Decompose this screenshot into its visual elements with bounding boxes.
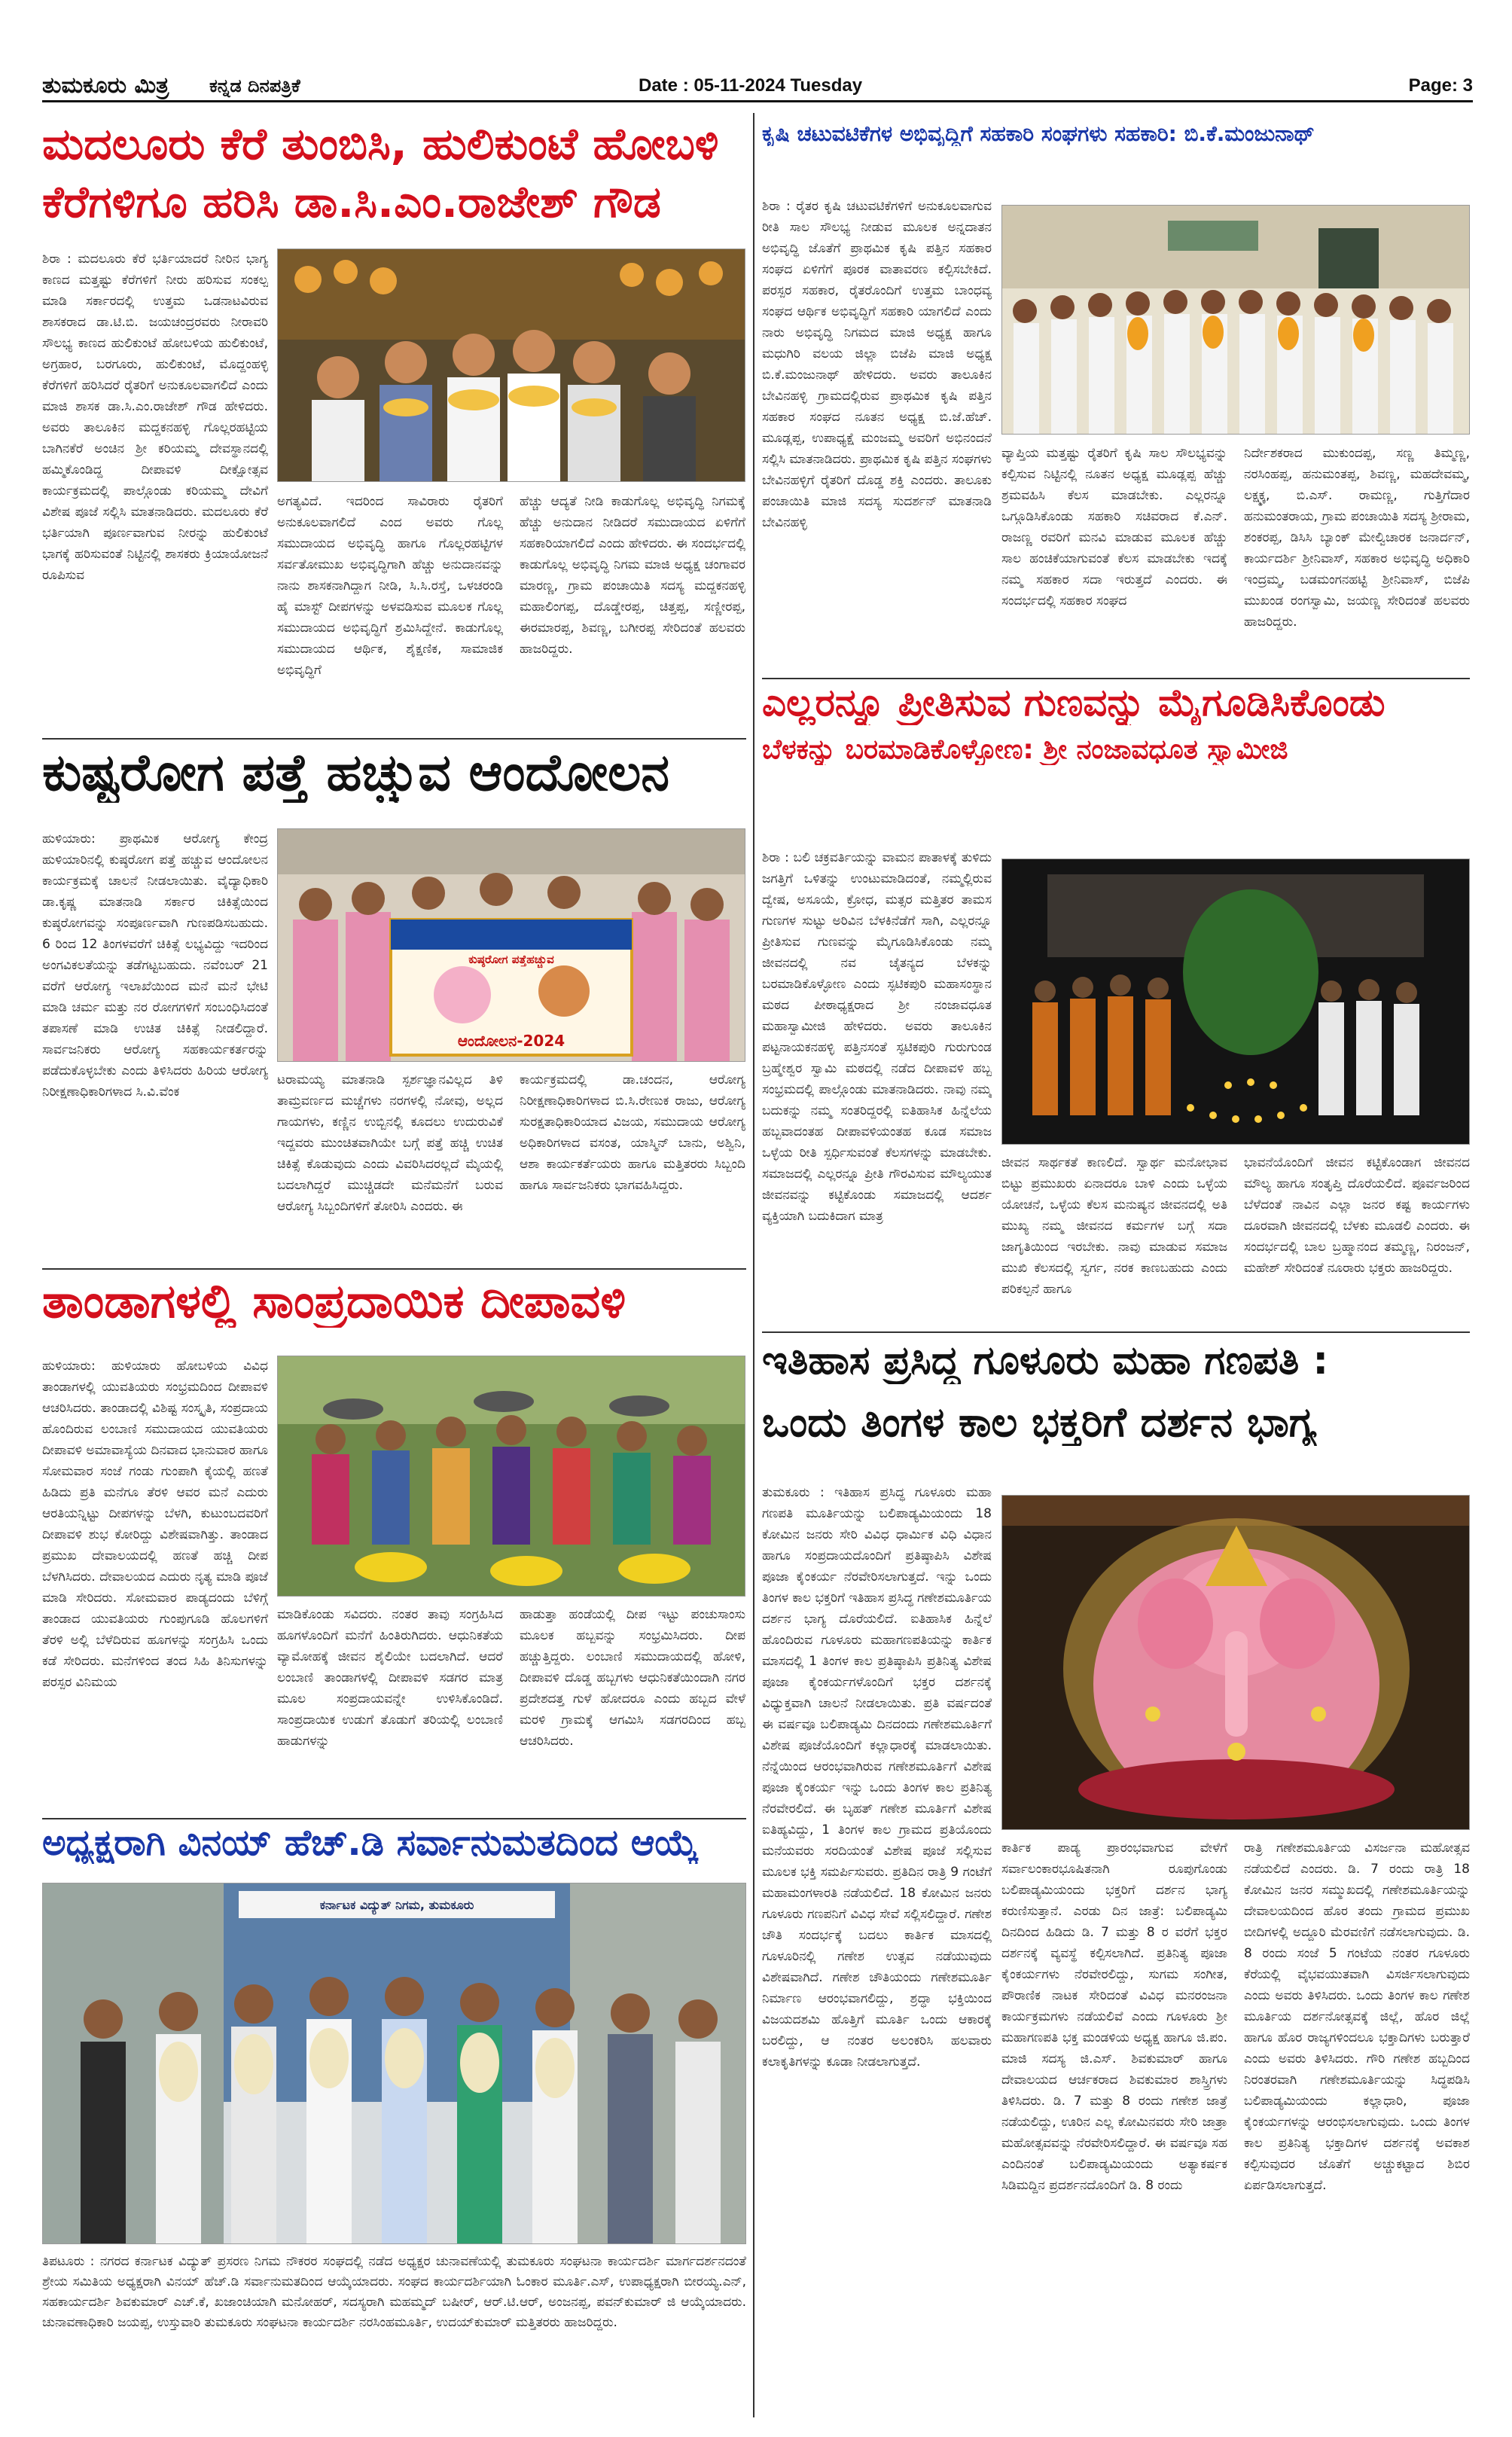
ellaranu-col-3: ಭಾವನೆಯೊಂದಿಗೆ ಜೀವನ ಕಟ್ಟಿಕೊಂಡಾಗ ಜೀವನದ ಮೌಲ್ಯ ಹಾಗೂ ಸಂತೃಪ್ತಿ ದೊರೆಯಲಿದೆ. ಪೂರ್ವಜರಿಂದ ಬೆಳೆದಂತೆ ನಾವಿನ ಎಲ್ಲಾ ಜನರ ಕಷ್ಟ ಕಾರ್ಯಗಳು ದೂರವಾಗಿ ಜೀವನದಲ್ಲಿ ಬೆಳಕು ಮೂಡಲಿ ಎಂದರು. ಈ ಸಂದರ್ಭದಲ್ಲಿ ಬಾಲ ಬ್ರಹ್ಮಾನಂದ ತಮ್ಮಣ್ಣ, ನಿರಂಜನ್, ಮಹೇಶ್ ಸೇರಿದಂತೆ ನೂರಾರು ಭಕ್ತರು ಹಾಜರಿದ್ದರು. <box>1244 1155 1470 1276</box>
ellaranu-headline-2: ಬೆಳಕನ್ನು ಬರಮಾಡಿಕೊಳ್ಳೋಣ: ಶ್ರೀ ನಂಜಾವಧೂತ ಸ್ವಾಮೀಜಿ <box>762 734 1288 765</box>
awareness-rally-photo-illustration <box>278 829 745 1062</box>
ganapathi-headline-1: ಇತಿಹಾಸ ಪ್ರಸಿದ್ಧ ಗೂಳೂರು ಮಹಾ ಗಣಪತಿ : <box>762 1339 1329 1383</box>
krishi-col-3: ನಿರ್ದೇಶಕರಾದ ಮುಕುಂದಪ್ಪ, ಸಣ್ಣ ತಿಮ್ಮಣ್ಣ, ನರಸಿಂಹಪ್ಪ, ಹನುಮಂತಪ್ಪ, ಶಿವಣ್ಣ, ಮಹದೇವಮ್ಮ, ಲಕ್ಷ್ಮಕ್ಕ, ಬಿ.ಎಸ್. ರಾಮಣ್ಣ, ಗುತ್ತಿಗೆದಾರ ಹನುಮಂತರಾಯ, ಗ್ರಾಮ ಪಂಚಾಯಿತಿ ಸದಸ್ಯ ಶ್ರೀರಾಮ, ಶಂಕರಪ್ಪ, ಡಿಸಿಸಿ ಬ್ಯಾಂಕ್ ಮೇಲ್ವಿಚಾರಕ ಜನಾರ್ದನ್, ಕಾರ್ಯದರ್ಶಿ ಶ್ರೀನಿವಾಸ್, ಸಹಕಾರ ಅಭಿವೃದ್ಧಿ ಅಧಿಕಾರಿ ಇಂದ್ರಮ್ಮ, ಬಡಮಂಗನಹಟ್ಟಿ ಶ್ರೀನಿವಾಸ್, ಬಿಜೆಪಿ ಮುಖಂಡ ರಂಗಸ್ವಾಮಿ, ಜಯಣ್ಣ ಸೇರಿದಂತೆ ಹಲವರು ಹಾಜರಿದ್ದರು. <box>1244 446 1470 630</box>
ganesha-idol-photo-illustration <box>1002 1496 1470 1830</box>
felicitation-photo-illustration <box>278 249 745 482</box>
ganapathi-headline-2: ಒಂದು ತಿಂಗಳ ಕಾಲ ಭಕ್ತರಿಗೆ ದರ್ಶನ ಭಾಗ್ಯ <box>762 1399 1317 1446</box>
kushta-col-1: ಹುಳಿಯಾರು: ಪ್ರಾಥಮಿಕ ಆರೋಗ್ಯ ಕೇಂದ್ರ ಹುಳಿಯಾರಿನಲ್ಲಿ ಕುಷ್ಠರೋಗ ಪತ್ತೆ ಹಚ್ಚುವ ಆಂದೋಲನ ಕಾರ್ಯಕ್ರಮಕ್ಕೆ ಚಾಲನೆ ನೀಡಲಾಯಿತು. ವೈದ್ಯಾಧಿಕಾರಿ ಡಾ.ಕೃಷ್ಣ ಮಾತನಾಡಿ ಸರ್ಕಾರ ಚಿಕಿತ್ಸೆಯಿಂದ ಕುಷ್ಠರೋಗವನ್ನು ಸಂಪೂರ್ಣವಾಗಿ ಗುಣಪಡಿಸಬಹುದು. 6 ರಿಂದ 12 ತಿಂಗಳವರೆಗೆ ಚಿಕಿತ್ಸೆ ಲಭ್ಯವಿದ್ದು ಇದರಿಂದ ಅಂಗವಿಕಲತೆಯನ್ನು ತಡೆಗಟ್ಟಬಹುದು. ನವೆಂಬರ್ 21 ವರೆಗೆ ಆರೋಗ್ಯ ಇಲಾಖೆಯಿಂದ ಮನೆ ಮನೆ ಭೇಟಿ ಮಾಡಿ ಚರ್ಮ ಮತ್ತು ನರ ರೋಗಗಳಿಗೆ ಸಂಬಂಧಿಸಿದಂತೆ ತಪಾಸಣೆ ಮಾಡಿ ಉಚಿತ ಚಿಕಿತ್ಸೆ ನೀಡಲಿದ್ದಾರೆ. ಸಾರ್ವಜನಿಕರು ಆರೋಗ್ಯ ಸಹಕಾರ್ಯಕರ್ತರನ್ನು ಪಡೆದುಕೊಳ್ಳಬೇಕು ಎಂದು ತಿಳಿಸಿದರು ಹಿರಿಯ ಆರೋಗ್ಯ ನಿರೀಕ್ಷಣಾಧಿಕಾರಿಗಳಾದ ಸಿ.ವಿ.ವೆಂಕ <box>42 831 268 1100</box>
rule-5 <box>762 1331 1470 1333</box>
banner-subtitle: ಆಂದೋಲನ-2024 <box>457 1032 565 1050</box>
rule-2 <box>42 1268 746 1270</box>
ellaranu-col-2: ಜೀವನ ಸಾರ್ಥಕತೆ ಕಾಣಲಿದೆ. ಸ್ವಾರ್ಥ ಮನೋಭಾವ ಬಿಟ್ಟು ಪ್ರಮುಖರು ಏನಾದರೂ ಬಾಳಿ ಎಂದು ಒಳ್ಳೆಯ ಯೋಚನೆ, ಒಳ್ಳೆಯ ಕೆಲಸ ಮನುಷ್ಯನ ಜೀವನದಲ್ಲಿ ಅತಿ ಮುಖ್ಯ ನಮ್ಮ ಜೀವನದ ಕರ್ಮಗಳ ಬಗ್ಗೆ ಸದಾ ಜಾಗೃತಿಯಿಂದ ಇರಬೇಕು. ನಾವು ಮಾಡುವ ಸಮಾಜ ಮುಖಿ ಕೆಲಸದಲ್ಲಿ ಸ್ವರ್ಗ, ನರಕ ಕಾಣಬಹುದು ಎಂದು ಪರಿಕಲ್ಪನೆ ಹಾಗೂ <box>1001 1155 1227 1297</box>
paper-subtitle: ಕನ್ನಡ ದಿನಪತ್ರಿಕೆ <box>209 75 300 96</box>
issue-date: Date : 05-11-2024 Tuesday <box>639 75 863 96</box>
deepavali-celebration-photo-illustration <box>278 1356 745 1597</box>
kushta-photo <box>277 828 745 1062</box>
maddaluru-col-1: ಶಿರಾ : ಮದಲೂರು ಕೆರೆ ಭರ್ತಿಯಾದರೆ ನೀರಿನ ಭಾಗ್ಯ ಕಾಣದ ಮತ್ತಷ್ಟು ಕೆರೆಗಳಿಗೆ ನೀರು ಹರಿಸುವ ಸಂಕಲ್ಪ ಮಾಡಿ ಸರ್ಕಾರದಲ್ಲಿ ಉತ್ತಮ ಒಡನಾಟವಿರುವ ಶಾಸಕರಾದ ಡಾ.ಟಿ.ಬಿ. ಜಯಚಂದ್ರರವರು ನೀರಾವರಿ ಸೌಲಭ್ಯ ಕಾಣದ ಹುಲಿಕುಂಟೆ ಹೋಬಳಿಯ ಹುಲಿಕುಂಟೆ, ಅಗ್ರಹಾರ, ಬರಗೂರು, ಹುಲಿಕುಂಟೆ, ಮೊದ್ದಂಹಳ್ಳಿ ಕೆರೆಗಳಿಗೆ ಹರಿಸಿದರೆ ರೈತರಿಗೆ ಅನುಕೂಲವಾಗಲಿದೆ ಎಂದು ಮಾಜಿ ಶಾಸಕ ಡಾ.ಸಿ.ಎಂ.ರಾಜೇಶ್ ಗೌಡ ಹೇಳಿದರು. ಅವರು ತಾಲೂಕಿನ ಮದ್ದಕನಹಳ್ಳಿ ಗೊಲ್ಲರಹಟ್ಟಿಯ ಬಾಗಿನಕೆರೆ ಅಂಚಿನ ಶ್ರೀ ಕರಿಯಮ್ಮ ದೇವಸ್ಥಾನದಲ್ಲಿ ಹಮ್ಮಿಕೊಂಡಿದ್ದ ದೀಪಾವಳಿ ದೀಕ್ಷೋತ್ಸವ ಕಾರ್ಯಕ್ರಮದಲ್ಲಿ ಪಾಲ್ಗೊಂಡು ಕರಿಯಮ್ಮ ದೇವಿಗೆ ವಿಶೇಷ ಪೂಜೆ ಸಲ್ಲಿಸಿ ಮಾತನಾಡಿದರು. ಮದಲೂರು ಕೆರೆ ಭರ್ತಿಯಾಗಿ ಪೂರ್ಣವಾಗುವ ನೀರನ್ನು ಹುಲಿಕುಂಟೆ ಭಾಗಕ್ಕೆ ಹರಿಸುವಂತೆ ನಿಟ್ಟಿನಲ್ಲಿ ಶಾಸಕರು ಕ್ರಿಯಾಯೋಜನೆ ರೂಪಿಸುವ <box>42 252 268 583</box>
krishi-headline: ಕೃಷಿ ಚಟುವಟಿಕೆಗಳ ಅಭಿವೃದ್ಧಿಗೆ ಸಹಕಾರಿ ಸಂಘಗಳು ಸಹಕಾರಿ: ಬಿ.ಕೆ.ಮಂಜುನಾಥ್ <box>762 122 1315 146</box>
kushta-col-2: ಟರಾಮಯ್ಯ ಮಾತನಾಡಿ ಸ್ಪರ್ಶಜ್ಞಾನವಿಲ್ಲದ ತಿಳಿ ತಾಮ್ರವರ್ಣದ ಮಚ್ಚೆಗಳು ನರಗಳಲ್ಲಿ ನೋವು, ಅಲ್ಲದ ಗಾಯಗಳು, ಕಣ್ಣಿನ ಉಬ್ಬಿನಲ್ಲಿ ಕೂದಲು ಉದುರುವಿಕೆ ಇದ್ದವರು ಮುಂಚಿತವಾಗಿಯೇ ಬಗ್ಗೆ ಪತ್ತೆ ಹಚ್ಚಿ ಉಚಿತ ಚಿಕಿತ್ಸೆ ಕೊಡುವುದು ಎಂದು ವಿವರಿಸಿದರಲ್ಲದೆ ಮೈಯಲ್ಲಿ ಬದಲಾಗಿದ್ದರೆ ಮುಚ್ಚಿಡದೇ ಮನೆಮನೆಗೆ ಬರುವ ಆರೋಗ್ಯ ಸಿಬ್ಬಂದಿಗಳಿಗೆ ತೋರಿಸಿ ಎಂದರು. ಈ <box>277 1072 503 1214</box>
page-number: Page: 3 <box>1408 75 1473 96</box>
group-felicitation-photo-illustration <box>43 1883 746 2244</box>
kushta-headline: ಕುಷ್ಟರೋಗ ಪತ್ತೆ ಹಚ್ಚುವ ಆಂದೋಲನ <box>42 744 670 803</box>
banner-title: ಕುಷ್ಠರೋಗ ಪತ್ತೆಹಚ್ಚುವ <box>468 953 554 966</box>
thanda-col-3: ಹಾಡುತ್ತಾ ಹಂಡೆಯಲ್ಲಿ ದೀಪ ಇಟ್ಟು ಪಂಚುಸಾಂಸು ಮೂಲಕ ಹಬ್ಬವನ್ನು ಸಂಭ್ರಮಿಸಿದರು. ದೀಪ ಹಚ್ಚುತ್ತಿದ್ದರು. ಲಂಬಾಣಿ ಸಮುದಾಯದಲ್ಲಿ ಹೋಳಿ, ದೀಪಾವಳಿ ದೊಡ್ಡ ಹಬ್ಬಗಳು ಆಧುನಿಕತೆಯಿಂದಾಗಿ ನಗರ ಪ್ರದೇಶದತ್ತ ಗುಳೆ ಹೋದರೂ ಎಂದು ಹಬ್ಬದ ವೇಳೆ ಮರಳಿ ಗ್ರಾಮಕ್ಕೆ ಆಗಮಿಸಿ ಸಡಗರದಿಂದ ಹಬ್ಬ ಆಚರಿಸಿದರು. <box>520 1607 745 1749</box>
adhyaksha-caption: ತಿಪಟೂರು : ನಗರದ ಕರ್ನಾಟಕ ವಿದ್ಯುತ್ ಪ್ರಸರಣ ನಿಗಮ ನೌಕರರ ಸಂಘದಲ್ಲಿ ನಡೆದ ಅಧ್ಯಕ್ಷರ ಚುನಾವಣೆಯಲ್ಲಿ ತುಮಕೂರು ಸಂಘಟನಾ ಕಾರ್ಯದರ್ಶಿ ಮಾರ್ಗದರ್ಶನದಂತೆ ಶ್ರೇಯ ಸಮಿತಿಯ ಅಧ್ಯಕ್ಷರಾಗಿ ವಿನಯ್ ಹೆಚ್.ಡಿ ಸರ್ವಾನುಮತದಿಂದ ಆಯ್ಕೆಯಾದರು. ಸಂಘದ ಕಾರ್ಯದರ್ಶಿಯಾಗಿ ಓಂಕಾರ ಮೂರ್ತಿ.ಎಸ್, ಉಪಾಧ್ಯಕ್ಷರಾಗಿ ಬೀರಯ್ಯ.ಎನ್, ಸಹಕಾರ್ಯದರ್ಶಿ ಶಿವಕುಮಾರ್ ಎಚ್.ಕೆ, ಖಜಾಂಚಿಯಾಗಿ ಮನೋಹರ್, ಸದಸ್ಯರಾಗಿ ಮಹಮ್ಮದ್ ಬಷೀರ್, ಆರ್.ಟಿ.ಆರ್, ಅಂಜನಪ್ಪ, ಪವನ್‌ಕುಮಾರ್ ಜಿ ಆಯ್ಕೆಯಾದರು. ಚುನಾವಣಾಧಿಕಾರಿ ಜಯಪ್ಪ, ಉಸ್ತುವಾರಿ ತುಮಕೂರು ಸಂಘಟನಾ ಕಾರ್ಯದರ್ಶಿ ನರಸಿಂಹಮೂರ್ತಿ, ಉದಯ್‌ಕುಮಾರ್ ಮತ್ತಿತರರು ಹಾಜರಿದ್ದರು. <box>42 2254 746 2330</box>
rule-4 <box>762 678 1470 679</box>
thanda-headline: ತಾಂಡಾಗಳಲ್ಲಿ ಸಾಂಪ್ರದಾಯಿಕ ದೀಪಾವಳಿ <box>42 1274 626 1328</box>
maddaluru-headline-1: ಮದಲೂರು ಕೆರೆ ತುಂಬಿಸಿ, ಹುಲಿಕುಂಟೆ ಹೋಬಳಿ <box>42 119 719 169</box>
kushta-col-3: ಕಾರ್ಯಕ್ರಮದಲ್ಲಿ ಡಾ.ಚಂದನ, ಆರೋಗ್ಯ ನಿರೀಕ್ಷಣಾಧಿಕಾರಿಗಳಾದ ಬಿ.ಸಿ.ರೇಣುಕ ರಾಜು, ಆರೋಗ್ಯ ಸುರಕ್ಷತಾಧಿಕಾರಿಯಾದ ವಿಜಯ, ಸಮುದಾಯ ಆರೋಗ್ಯ ಅಧಿಕಾರಿಗಳಾದ ವಸಂತ, ಯಾಸ್ಮಿನ್ ಬಾನು, ಅಶ್ವಿನಿ, ಆಶಾ ಕಾರ್ಯಕರ್ತೆಯರು ಹಾಗೂ ಮತ್ತಿತರರು ಸಿಬ್ಬಂದಿ ಹಾಗೂ ಸಾರ್ವಜನಿಕರು ಭಾಗವಹಿಸಿದ್ದರು. <box>520 1072 745 1193</box>
maddaluru-photo <box>277 249 745 482</box>
thanda-col-2: ಮಾಡಿಕೊಂಡು ಸವಿದರು. ನಂತರ ತಾವು ಸಂಗ್ರಹಿಸಿದ ಹೂಗಳೊಂದಿಗೆ ಮನೆಗೆ ಹಿಂತಿರುಗಿದರು. ಆಧುನಿಕತೆಯ ವ್ಯಾಮೋಹಕ್ಕೆ ಜೀವನ ಶೈಲಿಯೇ ಬದಲಾಗಿದೆ. ಆದರೆ ಲಂಬಾಣಿ ತಾಂಡಾಗಳಲ್ಲಿ ದೀಪಾವಳಿ ಸಡಗರ ಮಾತ್ರ ಮೂಲ ಸಂಪ್ರದಾಯವನ್ನೇ ಉಳಿಸಿಕೊಂಡಿದೆ. ಸಾಂಪ್ರದಾಯಿಕ ಉಡುಗೆ ತೊಡುಗೆ ತರಿಯಲ್ಲಿ ಲಂಬಾಣಿ ಹಾಡುಗಳನ್ನು <box>277 1607 503 1749</box>
ellaranu-headline-1: ಎಲ್ಲರನ್ನೂ ಪ್ರೀತಿಸುವ ಗುಣವನ್ನು ಮೈಗೂಡಿಸಿಕೊಂಡು <box>762 682 1385 724</box>
maddaluru-col-2: ಅಗತ್ಯವಿದೆ. ಇದರಿಂದ ಸಾವಿರಾರು ರೈತರಿಗೆ ಅನುಕೂಲವಾಗಲಿದೆ ಎಂದ ಅವರು ಗೊಲ್ಲ ಸಮುದಾಯದ ಅಭಿವೃದ್ಧಿ ಹಾಗೂ ಗೊಲ್ಲರಹಟ್ಟಿಗಳ ಸರ್ವತೋಮುಖ ಅಭಿವೃದ್ಧಿಗಾಗಿ ಹೆಚ್ಚು ಅನುದಾನವನ್ನು ನಾನು ಶಾಸಕನಾಗಿದ್ದಾಗ ನೀಡಿ, ಸಿ.ಸಿ.ರಸ್ತೆ, ಒಳಚರಂಡಿ ಹೈ ಮಾಸ್ಟ್ ದೀಪಗಳನ್ನು ಅಳವಡಿಸುವ ಮೂಲಕ ಗೊಲ್ಲ ಸಮುದಾಯದ ಅಭಿವೃದ್ಧಿಗೆ ಶ್ರಮಿಸಿದ್ದೇನೆ. ಕಾಡುಗೊಲ್ಲ ಸಮುದಾಯದ ಆರ್ಥಿಕ, ಶೈಕ್ಷಣಿಕ, ಸಾಮಾಜಿಕ ಅಭಿವೃದ್ಧಿಗೆ <box>277 494 503 678</box>
ellaranu-photo <box>1001 859 1470 1145</box>
cooperative-society-photo-illustration <box>1002 206 1470 435</box>
adhyaksha-headline: ಅಧ್ಯಕ್ಷರಾಗಿ ವಿನಯ್ ಹೆಚ್.ಡಿ ಸರ್ವಾನುಮತದಿಂದ ಆಯ್ಕೆ <box>42 1822 699 1864</box>
thanda-photo <box>277 1356 745 1597</box>
krishi-photo <box>1001 205 1470 435</box>
ganapathi-col-1: ತುಮಕೂರು : ಇತಿಹಾಸ ಪ್ರಸಿದ್ಧ ಗೂಳೂರು ಮಹಾ ಗಣಪತಿ ಮೂರ್ತಿಯನ್ನು ಬಲಿಪಾಡ್ಯಮಿಯಂದು 18 ಕೋಮಿನ ಜನರು ಸೇರಿ ವಿವಿಧ ಧಾರ್ಮಿಕ ವಿಧಿ ವಿಧಾನ ಹಾಗೂ ಸಂಪ್ರದಾಯದೊಂದಿಗೆ ಪ್ರತಿಷ್ಠಾಪಿಸಿ ವಿಶೇಷ ಪೂಜಾ ಕೈಂಕರ್ಯ ನೆರವೇರಿಸಲಾಗುತ್ತದೆ. ಇನ್ನು ಒಂದು ತಿಂಗಳ ಕಾಲ ಭಕ್ತರಿಗೆ ಇತಿಹಾಸ ಪ್ರಸಿದ್ಧ ಗಣೇಶಮೂರ್ತಿಯ ದರ್ಶನ ಭಾಗ್ಯ ದೊರೆಯಲಿದೆ. ಐತಿಹಾಸಿಕ ಹಿನ್ನೆಲೆ ಹೊಂದಿರುವ ಗೂಳೂರು ಮಹಾಗಣಪತಿಯನ್ನು ಕಾರ್ತಿಕ ಮಾಸದಲ್ಲಿ 1 ತಿಂಗಳ ಕಾಲ ಪ್ರತಿಷ್ಠಾಪಿಸಿ ಪ್ರತಿನಿತ್ಯ ವಿಶೇಷ ಪೂಜಾ ಕೈಂಕರ್ಯಗಳೊಂದಿಗೆ ಭಕ್ತರ ದರ್ಶನಕ್ಕೆ ವಿಧ್ಯುಕ್ತವಾಗಿ ಚಾಲನೆ ನೀಡಲಾಯಿತು. ಪ್ರತಿ ವರ್ಷದಂತೆ ಈ ವರ್ಷವೂ ಬಲಿಪಾಡ್ಯಮಿ ದಿನದಂದು ಗಣೇಶಮೂರ್ತಿಗೆ ವಿಶೇಷ ಪೂಜೆಯೊಂದಿಗೆ ಕಲ್ಲಾಧಾರಕ್ಕೆ ಮಾಡಲಾಯಿತು. ನೆನ್ನೆಯಿಂದ ಆರಂಭವಾಗಿರುವ ಗಣೇಶಮೂರ್ತಿಗೆ ವಿಶೇಷ ಪೂಜಾ ಕೈಂಕರ್ಯ ಇನ್ನು ಒಂದು ತಿಂಗಳ ಕಾಲ ಪ್ರತಿನಿತ್ಯ ನೆರವೇರಲಿದೆ. ಈ ಬೃಹತ್ ಗಣೇಶ ಮೂರ್ತಿಗೆ ವಿಶೇಷ ಐತಿಹ್ಯವಿದ್ದು, 1 ತಿಂಗಳ ಕಾಲ ಗ್ರಾಮದ ಪ್ರತಿಯೊಂದು ಮನೆಯವರು ಸರದಿಯಂತೆ ವಿಶೇಷ ಪೂಜೆ ಸಲ್ಲಿಸುವ ಮೂಲಕ ಭಕ್ತಿ ಸಮರ್ಪಿಸುವರು. ಪ್ರತಿದಿನ ರಾತ್ರಿ 9 ಗಂಟೆಗೆ ಮಹಾಮಂಗಳಾರತಿ ನಡೆಯಲಿದೆ. 18 ಕೋಮಿನ ಜನರು ಗೂಳೂರು ಗಣಪನಿಗೆ ವಿವಿಧ ಸೇವೆ ಸಲ್ಲಿಸಲಿದ್ದಾರೆ. ಗಣೇಶ ಚೌತಿ ಸಂದರ್ಭಕ್ಕೆ ಬದಲು ಕಾರ್ತಿಕ ಮಾಸದಲ್ಲಿ ಗೂಳೂರಿನಲ್ಲಿ ಗಣೇಶ ಉತ್ಸವ ನಡೆಯುವುದು ವಿಶೇಷವಾಗಿದೆ. ಗಣೇಶ ಚೌತಿಯಂದು ಗಣೇಶಮೂರ್ತಿ ನಿರ್ಮಾಣ ಆರಂಭವಾಗಲಿದ್ದು, ಶ್ರದ್ಧಾ ಭಕ್ತಿಯಿಂದ ವಿಜಯದಶಮಿ ಹೊತ್ತಿಗೆ ಮೂರ್ತಿ ಒಂದು ಆಕಾರಕ್ಕೆ ಬರಲಿದ್ದು, ಆ ನಂತರ ಅಲಂಕರಿಸಿ ಹಲವಾರು ಕಲಾಕೃತಿಗಳನ್ನು ಕೂಡಾ ನೀಡಲಾಗುತ್ತದೆ. <box>762 1485 992 2069</box>
center-column-rule <box>753 113 754 2417</box>
maddaluru-col-3: ಹೆಚ್ಚು ಆದ್ಯತೆ ನೀಡಿ ಕಾಡುಗೊಲ್ಲ ಅಭಿವೃದ್ಧಿ ನಿಗಮಕ್ಕೆ ಹೆಚ್ಚು ಅನುದಾನ ನೀಡಿದರೆ ಸಮುದಾಯದ ಏಳಿಗೆಗೆ ಸಹಕಾರಿಯಾಗಲಿದೆ ಎಂದು ಹೇಳಿದರು. ಈ ಸಂದರ್ಭದಲ್ಲಿ ಕಾಡುಗೊಲ್ಲ ಅಭಿವೃದ್ಧಿ ನಿಗಮ ಮಾಜಿ ಅಧ್ಯಕ್ಷ ಚಂಗಾವರ ಮಾರಣ್ಣ, ಗ್ರಾಮ ಪಂಚಾಯಿತಿ ಸದಸ್ಯ ಮದ್ದಕನಹಳ್ಳಿ ಮಹಾಲಿಂಗಪ್ಪ, ದೊಡ್ಡೇರಪ್ಪ, ಚಿತ್ತಪ್ಪ, ಸಣ್ಣೀರಪ್ಪ, ಈರಮಾರಪ್ಪ, ಶಿವಣ್ಣ, ಬಗೀರಪ್ಪ ಸೇರಿದಂತೆ ಹಲವರು ಹಾಜರಿದ್ದರು. <box>520 494 745 657</box>
ganapathi-col-3: ರಾತ್ರಿ ಗಣೇಶಮೂರ್ತಿಯ ವಿಸರ್ಜನಾ ಮಹೋತ್ಸವ ನಡೆಯಲಿದೆ ಎಂದರು. ಡಿ. 7 ರಂದು ರಾತ್ರಿ 18 ಕೋಮಿನ ಜನರ ಸಮ್ಮುಖದಲ್ಲಿ ಗಣೇಶಮೂರ್ತಿಯನ್ನು ದೇವಾಲಯದಿಂದ ಹೊರ ತಂದು ಗ್ರಾಮದ ಪ್ರಮುಖ ಬೀದಿಗಳಲ್ಲಿ ಅದ್ದೂರಿ ಮೆರವಣಿಗೆ ನಡೆಸಲಾಗುವುದು. ಡಿ. 8 ರಂದು ಸಂಜೆ 5 ಗಂಟೆಯ ನಂತರ ಗೂಳೂರು ಕೆರೆಯಲ್ಲಿ ವೈಭವಯುತವಾಗಿ ವಿಸರ್ಜಿಸಲಾಗುವುದು ಎಂದು ಅವರು ತಿಳಿಸಿದರು. ಒಂದು ತಿಂಗಳ ಕಾಲ ಗಣೇಶ ಮೂರ್ತಿಯ ದರ್ಶನೋತ್ಸವಕ್ಕೆ ಜಿಲ್ಲೆ, ಹೊರ ಜಿಲ್ಲೆ ಹಾಗೂ ಹೊರ ರಾಜ್ಯಗಳಿಂದಲೂ ಭಕ್ತಾದಿಗಳು ಬರುತ್ತಾರೆ ಎಂದು ಅವರು ತಿಳಿಸಿದರು. ಗೌರಿ ಗಣೇಶ ಹಬ್ಬದಿಂದ ನಿರಂತರವಾಗಿ ಗಣೇಶಮೂರ್ತಿಯನ್ನು ಸಿದ್ಧಪಡಿಸಿ ಬಲಿಪಾಡ್ಯಮಿಯಂದು ಕಲ್ಲಾಧಾರಿ, ಪೂಜಾ ಕೈಂಕರ್ಯಗಳನ್ನು ಆರಂಭಿಸಲಾಗುವುದು. ಒಂದು ತಿಂಗಳ ಕಾಲ ಪ್ರತಿನಿತ್ಯ ಭಕ್ತಾದಿಗಳ ದರ್ಶನಕ್ಕೆ ಅವಕಾಶ ಕಲ್ಪಿಸುವುದರ ಜೊತೆಗೆ ಅಚ್ಚುಕಟ್ಟಾದ ಶಿಬಿರ ಏರ್ಪಡಿಸಲಾಗುತ್ತದೆ. <box>1244 1841 1470 2193</box>
paper-name: ತುಮಕೂರು ಮಿತ್ರ <box>42 72 169 99</box>
thanda-col-1: ಹುಳಿಯಾರು: ಹುಳಿಯಾರು ಹೋಬಳಿಯ ವಿವಿಧ ತಾಂಡಾಗಳಲ್ಲಿ ಯುವತಿಯರು ಸಂಭ್ರಮದಿಂದ ದೀಪಾವಳಿ ಆಚರಿಸಿದರು. ತಾಂಡಾದಲ್ಲಿ ವಿಶಿಷ್ಟ ಸಂಸ್ಕೃತಿ, ಸಂಪ್ರದಾಯ ಹೊಂದಿರುವ ಲಂಬಾಣಿ ಸಮುದಾಯದ ಯುವತಿಯರು ದೀಪಾವಳಿ ಅಮಾವಾಸ್ಯೆಯ ದಿನವಾದ ಭಾನುವಾರ ಹಾಗೂ ಸೋಮವಾರ ಸಂಜೆ ಗಂಡು ಗುಂಪಾಗಿ ಕೈಯಲ್ಲಿ ಹಣತೆ ಹಿಡಿದು ಪ್ರತಿ ಮನೆಗೂ ತೆರಳಿ ಆವರ ಮನೆ ಎದುರು ಆರತಿಯನ್ನಿಟ್ಟು ದೀಪಗಳನ್ನು ಬೆಳಗಿ, ಕುಟುಂಬದವರಿಗೆ ದೀಪಾವಳಿ ಶುಭ ಕೋರಿದ್ದು ವಿಶೇಷವಾಗಿತ್ತು. ತಾಂಡಾದ ಪ್ರಮುಖ ದೇವಾಲಯದಲ್ಲಿ ಹಣತೆ ಹಚ್ಚಿ ದೀಪ ಬೆಳಗಿಸಿದರು. ದೇವಾಲಯದ ಎದುರು ನೃತ್ಯ ಮಾಡಿ ಪೂಜೆ ಮಾಡಿ ಸೇರಿದರು. ಸೋಮವಾರ ಪಾಡ್ಯದಂದು ಬೆಳಿಗ್ಗೆ ತಾಂಡಾದ ಯುವತಿಯರು ಗುಂಪುಗೂಡಿ ಹೊಲಗಳಿಗೆ ತೆರಳಿ ಅಲ್ಲಿ ಬೆಳೆದಿರುವ ಹೂಗಳನ್ನು ಸಂಗ್ರಹಿಸಿ ಒಂದು ಕಡೆ ಸೇರಿದರು. ಮನೆಗಳಿಂದ ತಂದ ಸಿಹಿ ತಿನಿಸುಗಳನ್ನು ಪರಸ್ಪರ ವಿನಿಮಯ <box>42 1359 268 1690</box>
masthead <box>42 72 1473 102</box>
adhyaksha-photo <box>42 1883 746 2244</box>
krishi-col-1: ಶಿರಾ : ರೈತರ ಕೃಷಿ ಚಟುವಟಿಕೆಗಳಿಗೆ ಅನುಕೂಲವಾಗುವ ರೀತಿ ಸಾಲ ಸೌಲಭ್ಯ ನೀಡುವ ಮೂಲಕ ಅನ್ನದಾತನ ಅಭಿವೃದ್ಧಿ ಜೊತೆಗೆ ಪ್ರಾಥಮಿಕ ಕೃಷಿ ಪತ್ತಿನ ಸಹಕಾರ ಸಂಘದ ಏಳಿಗೆಗೆ ಪೂರಕ ವಾತಾವರಣ ಕಲ್ಪಿಸಬೇಕಿದೆ. ಪರಸ್ಪರ ಸಹಕಾರ, ರೈತರೊಂದಿಗೆ ಉತ್ತಮ ಬಾಂಧವ್ಯ ಸಂಘದ ಆರ್ಥಿಕ ಅಭಿವೃದ್ಧಿಗೆ ಸಹಕಾರಿ ಯಾಗಲಿದೆ ಎಂದು ನಾರು ಅಭಿವೃದ್ಧಿ ನಿಗಮದ ಮಾಜಿ ಅಧ್ಯಕ್ಷ ಹಾಗೂ ಮಧುಗಿರಿ ವಲಯ ಜಿಲ್ಲಾ ಬಿಜೆಪಿ ಮಾಜಿ ಅಧ್ಯಕ್ಷ ಬಿ.ಕೆ.ಮಂಜುನಾಥ್ ಹೇಳಿದರು. ಅವರು ತಾಲೂಕಿನ ಬೇವಿನಹಳ್ಳಿ ಗ್ರಾಮದಲ್ಲಿರುವ ಪ್ರಾಥಮಿಕ ಕೃಷಿ ಪತ್ತಿನ ಸಹಕಾರ ಸಂಘದ ನೂತನ ಅಧ್ಯಕ್ಷ ಬಿ.ಜೆ.ಹೆಚ್. ಮೂಡ್ಲಪ್ಪ, ಉಪಾಧ್ಯಕ್ಷೆ ಮಂಜಮ್ಮ ಅವರಿಗೆ ಅಭಿನಂದನೆ ಸಲ್ಲಿಸಿ ಮಾತನಾಡಿದರು. ಪ್ರಾಥಮಿಕ ಕೃಷಿ ಪತ್ತಿನ ಸಂಘಗಳು ಬೇವಿನಹಳ್ಳಿಗೆ ರೈತರಿಗೆ ದೊಡ್ಡ ಶಕ್ತಿ ಎಂದರು. ತಾಲೂಕು ಪಂಚಾಯಿತಿ ಮಾಜಿ ಸದಸ್ಯ ಸುದರ್ಶನ್ ಮಾತನಾಡಿ ಬೇವಿನಹಳ್ಳಿ <box>762 199 992 530</box>
ellaranu-col-1: ಶಿರಾ : ಬಲಿ ಚಕ್ರವರ್ತಿಯನ್ನು ವಾಮನ ಪಾತಾಳಕ್ಕೆ ತುಳಿದು ಜಗತ್ತಿಗೆ ಒಳಿತನ್ನು ಉಂಟುಮಾಡಿದಂತೆ, ನಮ್ಮಲ್ಲಿರುವ ದ್ವೇಷ, ಅಸೂಯೆ, ಕ್ರೋಧ, ಮತ್ಸರ ಮತ್ತಿತರ ತಾಮಸ ಗುಣಗಳ ಸುಟ್ಟು ಅರಿವಿನ ಬೆಳಕಿನೆಡೆಗೆ ಸಾಗಿ, ಎಲ್ಲರನ್ನೂ ಪ್ರೀತಿಸುವ ಗುಣವನ್ನು ಮೈಗೂಡಿಸಿಕೊಂಡು ನಮ್ಮ ಜೀವನದಲ್ಲಿ ನವ ಚೈತನ್ಯದ ಬೆಳಕನ್ನು ಬರಮಾಡಿಕೊಳ್ಳೋಣ ಎಂದು ಸ್ಫಟಿಕಪುರಿ ಮಹಾಸಂಸ್ಥಾನ ಮಠದ ಪೀಠಾಧ್ಯಕ್ಷರಾದ ಶ್ರೀ ನಂಜಾವಧೂತ ಮಹಾಸ್ವಾಮೀಜಿ ಹೇಳಿದರು. ಅವರು ತಾಲೂಕಿನ ಪಟ್ಟನಾಯಕನಹಳ್ಳಿ ಪತ್ತಿನಸಂತೆ ಸ್ಫಟಿಕಪುರಿ ಗುರುಗುಂಡ ಬ್ರಹ್ಮೇಶ್ವರ ಸ್ವಾಮಿ ಮಠದಲ್ಲಿ ನಡೆದ ದೀಪಾವಳಿ ಹಬ್ಬ ಸಂಭ್ರಮದಲ್ಲಿ ಪಾಲ್ಗೊಂಡು ಮಾತನಾಡಿದರು. ನಾವು ನಮ್ಮ ಬದುಕನ್ನು ನಮ್ಮ ಸಂತರಿದ್ದರಲ್ಲಿ ಐತಿಹಾಸಿಕ ಹಿನ್ನೆಲೆಯ ಹಬ್ಬವಾದಂತಹ ದೀಪಾವಳಿಯಂತಹ ಕೂಡ ಸಮಾಜ ಒಳ್ಳೆಯ ರೀತಿ ಸ್ಪರ್ಧಿಸುವಂತೆ ಕೆಲಸಗಳನ್ನು ಮಾಡಬೇಕು. ಸಮಾಜದಲ್ಲಿ ಎಲ್ಲರನ್ನೂ ಪ್ರೀತಿ ಗೌರವಿಸುವ ಮೌಲ್ಯಯುತ ಜೀವನವನ್ನು ಕಟ್ಟಿಕೊಂಡು ಸಮಾಜದಲ್ಲಿ ಆದರ್ಶ ವ್ಯಕ್ತಿಯಾಗಿ ಬದುಕಿದಾಗ ಮಾತ್ರ <box>762 850 992 1224</box>
maddaluru-headline-2: ಕೆರೆಗಳಿಗೂ ಹರಿಸಿ ಡಾ.ಸಿ.ಎಂ.ರಾಜೇಶ್ ಗೌಡ <box>42 177 661 227</box>
office-sign-text: ಕರ್ನಾಟಕ ವಿದ್ಯುತ್ ನಿಗಮ, ತುಮಕೂರು <box>319 1898 474 1912</box>
ganapathi-photo <box>1001 1495 1470 1830</box>
rule-1 <box>42 738 746 740</box>
ganapathi-col-2: ಕಾರ್ತಿಕ ಪಾಡ್ಯ ಪ್ರಾರಂಭವಾಗುವ ವೇಳೆಗೆ ಸರ್ವಾಲಂಕಾರಭೂಷಿತನಾಗಿ ರೂಪುಗೊಂಡು ಬಲಿಪಾಡ್ಯಮಿಯಂದು ಭಕ್ತರಿಗೆ ದರ್ಶನ ಭಾಗ್ಯ ಕರುಣಿಸುತ್ತಾನೆ. ಎರಡು ದಿನ ಜಾತ್ರೆ: ಬಲಿಪಾಡ್ಯಮಿ ದಿನದಿಂದ ಹಿಡಿದು ಡಿ. 7 ಮತ್ತು 8 ರ ವರೆಗೆ ಭಕ್ತರ ದರ್ಶನಕ್ಕೆ ವ್ಯವಸ್ಥೆ ಕಲ್ಪಿಸಲಾಗಿದೆ. ಪ್ರತಿನಿತ್ಯ ಪೂಜಾ ಕೈಂಕರ್ಯಗಳು ನೆರವೇರಲಿದ್ದು, ಸುಗಮ ಸಂಗೀತ, ಪೌರಾಣಿಕ ನಾಟಕ ಸೇರಿದಂತೆ ವಿವಿಧ ಮನರಂಜನಾ ಕಾರ್ಯಕ್ರಮಗಳು ನಡೆಯಲಿವೆ ಎಂದು ಗೂಳೂರು ಶ್ರೀ ಮಹಾಗಣಪತಿ ಭಕ್ತ ಮಂಡಳಿಯ ಅಧ್ಯಕ್ಷ ಹಾಗೂ ಜಿ.ಪಂ. ಮಾಜಿ ಸದಸ್ಯ ಜಿ.ಎಸ್. ಶಿವಕುಮಾರ್ ಹಾಗೂ ದೇವಾಲಯದ ಆರ್ಚಕರಾದ ಶಿವಕುಮಾರ ಶಾಸ್ತ್ರಿಗಳು ತಿಳಿಸಿದರು. ಡಿ. 7 ಮತ್ತು 8 ರಂದು ಗಣೇಶ ಜಾತ್ರೆ ನಡೆಯಲಿದ್ದು, ಊರಿನ ಎಲ್ಲ ಕೋಮಿನವರು ಸೇರಿ ಜಾತ್ರಾ ಮಹೋತ್ಸವವನ್ನು ನೆರವೇರಿಸಲಿದ್ದಾರೆ. ಈ ವರ್ಷವೂ ಸಹ ಎಂದಿನಂತೆ ಬಲಿಪಾಡ್ಯಮಿಯಂದು ಅತ್ಯಾಕರ್ಷಕ ಸಿಡಿಮದ್ದಿನ ಪ್ರದರ್ಶನದೊಂದಿಗೆ ಡಿ. 8 ರಂದು <box>1001 1841 1227 2193</box>
rule-3 <box>42 1818 746 1819</box>
krishi-col-2: ವ್ಯಾಪ್ತಿಯ ಮತ್ತಷ್ಟು ರೈತರಿಗೆ ಕೃಷಿ ಸಾಲ ಸೌಲಭ್ಯವನ್ನು ಕಲ್ಪಿಸುವ ನಿಟ್ಟಿನಲ್ಲಿ ನೂತನ ಅಧ್ಯಕ್ಷ ಮೂಡ್ಲಪ್ಪ ಹೆಚ್ಚು ಶ್ರಮವಹಿಸಿ ಕೆಲಸ ಮಾಡಬೇಕು. ಎಲ್ಲರನ್ನೂ ಒಗ್ಗೂಡಿಸಿಕೊಂಡು ಸಹಕಾರಿ ಸಚಿವರಾದ ಕೆ.ಎನ್. ರಾಜಣ್ಣ ರವರಿಗೆ ಮನವಿ ಮಾಡುವ ಮೂಲಕ ಹೆಚ್ಚು ಸಾಲ ಹಂಚಿಕೆಯಾಗುವಂತೆ ಕೆಲಸ ಮಾಡಬೇಕು ಇದಕ್ಕೆ ನಮ್ಮ ಸಹಕಾರ ಸದಾ ಇರುತ್ತದೆ ಎಂದರು. ಈ ಸಂದರ್ಭದಲ್ಲಿ ಸಹಕಾರ ಸಂಘದ <box>1001 446 1227 608</box>
deepotsava-photo-illustration <box>1002 859 1470 1145</box>
